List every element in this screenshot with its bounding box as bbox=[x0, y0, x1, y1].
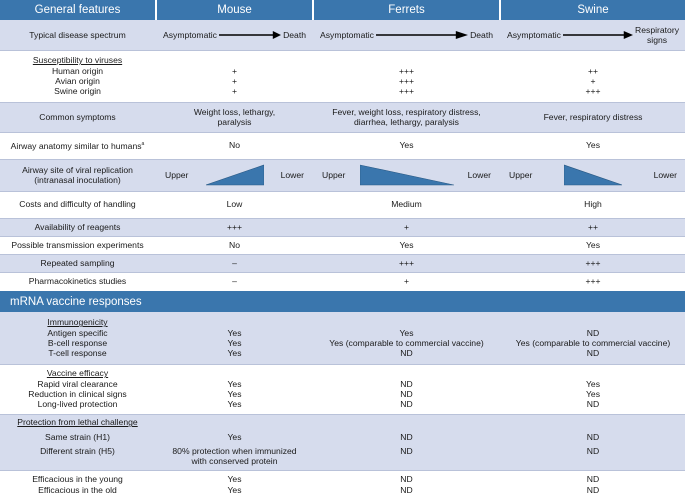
value: ND bbox=[400, 431, 413, 442]
label-lethal-challenge bbox=[0, 414, 155, 470]
label-reagents: Availability of reagents bbox=[34, 221, 121, 232]
age-ferrets bbox=[314, 470, 499, 499]
row-symptoms bbox=[0, 102, 685, 132]
value: +++ bbox=[585, 86, 601, 97]
reagents-swine: ++ bbox=[587, 221, 599, 232]
reagents-ferrets: + bbox=[403, 221, 410, 232]
value: ND bbox=[586, 431, 600, 442]
triangle-decreasing-icon bbox=[360, 164, 454, 186]
value: +++ bbox=[398, 86, 415, 97]
value: with conserved protein bbox=[191, 456, 278, 467]
label-swine-origin: Swine origin bbox=[54, 86, 101, 97]
airway-anatomy-mouse: No bbox=[229, 140, 240, 151]
row-vaccine-efficacy bbox=[0, 364, 685, 414]
spectrum-end: Death bbox=[283, 29, 306, 40]
label-human-origin: Human origin bbox=[51, 65, 104, 76]
upper-label: Upper bbox=[509, 169, 533, 180]
value: ND bbox=[400, 378, 413, 389]
value: Yes bbox=[227, 389, 242, 399]
row-immunogenicity bbox=[0, 312, 685, 364]
section-title: mRNA vaccine responses bbox=[10, 295, 142, 308]
airway-site-mouse bbox=[157, 159, 312, 191]
spectrum-start: Asymptomatic bbox=[320, 29, 374, 40]
lower-label: Lower bbox=[467, 169, 491, 180]
value: Yes (comparable to commercial vaccine) bbox=[329, 338, 484, 348]
costs-swine: High bbox=[584, 199, 602, 210]
label-young: Efficacious in the young bbox=[32, 474, 123, 485]
age-swine bbox=[501, 470, 685, 499]
value: +++ bbox=[398, 65, 415, 76]
efficacy-title: Vaccine efficacy bbox=[46, 368, 109, 379]
sampling-mouse: – bbox=[232, 257, 237, 268]
value: Yes bbox=[227, 378, 242, 389]
row-costs bbox=[0, 191, 685, 218]
value: Yes bbox=[227, 338, 242, 348]
row-susceptibility bbox=[0, 50, 685, 102]
row-disease-spectrum bbox=[0, 20, 685, 50]
arrow-right-icon bbox=[563, 30, 633, 40]
label-age-efficacy bbox=[0, 470, 155, 499]
value: Yes bbox=[227, 484, 242, 495]
triangle-increasing-icon bbox=[206, 164, 264, 186]
costs-mouse: Low bbox=[226, 199, 243, 210]
label-b-cell-response: B-cell response bbox=[47, 338, 108, 348]
value: ND bbox=[586, 327, 600, 338]
efficacy-ferrets bbox=[314, 364, 499, 414]
value: Yes bbox=[227, 327, 242, 338]
section-mrna-vaccine-responses bbox=[0, 291, 685, 312]
label-long-lived: Long-lived protection bbox=[37, 399, 118, 410]
value: ND bbox=[586, 474, 600, 485]
arrow-right-icon bbox=[219, 30, 281, 40]
spectrum-swine bbox=[501, 20, 685, 50]
spectrum-mouse bbox=[157, 20, 312, 50]
row-lethal-challenge bbox=[0, 414, 685, 470]
immunogenicity-swine bbox=[501, 312, 685, 364]
lower-label: Lower bbox=[280, 169, 304, 180]
label-reduction-signs: Reduction in clinical signs bbox=[28, 389, 127, 399]
immunogenicity-title: Immunogenicity bbox=[47, 317, 108, 328]
symptoms-ferrets bbox=[314, 102, 499, 132]
spectrum-start: Asymptomatic bbox=[507, 29, 561, 40]
value: Yes bbox=[227, 474, 242, 485]
transmission-mouse: No bbox=[229, 239, 240, 250]
immunogenicity-ferrets bbox=[314, 312, 499, 364]
label-disease-spectrum: Typical disease spectrum bbox=[29, 29, 126, 40]
lethal-title: Protection from lethal challenge bbox=[17, 417, 138, 428]
value: Yes bbox=[585, 389, 601, 399]
table-header bbox=[0, 0, 685, 20]
transmission-swine: Yes bbox=[585, 239, 601, 250]
pk-mouse: – bbox=[232, 275, 237, 286]
spectrum-end bbox=[635, 25, 679, 46]
label-different-strain: Different strain (H5) bbox=[40, 446, 115, 456]
sampling-ferrets: +++ bbox=[398, 257, 415, 268]
label-rapid-clearance: Rapid viral clearance bbox=[37, 378, 118, 389]
spectrum-end-line2: signs bbox=[646, 35, 668, 45]
lethal-ferrets bbox=[314, 414, 499, 470]
value: +++ bbox=[398, 76, 415, 86]
spectrum-end: Death bbox=[470, 29, 493, 40]
row-pharmacokinetics bbox=[0, 272, 685, 290]
age-mouse bbox=[157, 470, 312, 499]
label-immunogenicity bbox=[0, 312, 155, 364]
lethal-swine bbox=[501, 414, 685, 470]
value: ND bbox=[400, 446, 413, 456]
spectrum-end-line1: Respiratory bbox=[635, 24, 679, 35]
symptoms-line: paralysis bbox=[217, 117, 252, 127]
airway-anatomy-text: Airway anatomy similar to humans bbox=[10, 141, 142, 152]
value: ++ bbox=[587, 65, 599, 76]
label-airway-site bbox=[0, 159, 155, 191]
value: ND bbox=[400, 389, 413, 399]
row-age-efficacy bbox=[0, 470, 685, 499]
row-airway-site bbox=[0, 159, 685, 191]
header-mouse: Mouse bbox=[217, 3, 252, 16]
label-antigen-specific: Antigen specific bbox=[47, 327, 108, 338]
value: + bbox=[231, 76, 238, 86]
efficacy-swine bbox=[501, 364, 685, 414]
value: + bbox=[590, 76, 596, 86]
transmission-ferrets: Yes bbox=[399, 239, 414, 250]
symptoms-line: Weight loss, lethargy, bbox=[193, 106, 276, 117]
upper-label: Upper bbox=[165, 169, 189, 180]
label-t-cell-response: T-cell response bbox=[48, 348, 107, 359]
susceptibility-swine bbox=[501, 50, 685, 102]
airway-site-swine bbox=[501, 159, 685, 191]
label-symptoms: Common symptoms bbox=[39, 111, 116, 122]
header-ferrets: Ferrets bbox=[388, 3, 425, 16]
value: + bbox=[231, 86, 238, 97]
airway-anatomy-ferrets: Yes bbox=[399, 140, 414, 151]
label-sampling: Repeated sampling bbox=[40, 257, 115, 268]
value: ND bbox=[586, 484, 600, 495]
symptoms-line: diarrhea, lethargy, paralysis bbox=[354, 117, 459, 127]
susceptibility-mouse bbox=[157, 50, 312, 102]
costs-ferrets: Medium bbox=[391, 199, 422, 210]
immunogenicity-mouse bbox=[157, 312, 312, 364]
symptoms-mouse bbox=[157, 102, 312, 132]
spectrum-start: Asymptomatic bbox=[163, 29, 217, 40]
header-general-features: General features bbox=[34, 3, 121, 16]
value: ND bbox=[586, 399, 600, 410]
header-swine: Swine bbox=[577, 3, 609, 16]
label-pharmacokinetics: Pharmacokinetics studies bbox=[28, 275, 127, 286]
triangle-decreasing-icon bbox=[564, 164, 622, 186]
sampling-swine: +++ bbox=[585, 257, 601, 268]
value: ND bbox=[400, 348, 413, 359]
label-old: Efficacious in the old bbox=[38, 484, 117, 495]
lower-label: Lower bbox=[653, 169, 677, 180]
airway-site-ferrets bbox=[314, 159, 499, 191]
value: Yes bbox=[227, 431, 242, 442]
label-costs: Costs and difficulty of handling bbox=[19, 199, 136, 210]
value: Yes (comparable to commercial vaccine) bbox=[515, 338, 671, 348]
value: ND bbox=[586, 348, 600, 359]
arrow-right-icon bbox=[376, 30, 468, 40]
value: + bbox=[231, 65, 238, 76]
label-transmission: Possible transmission experiments bbox=[11, 239, 144, 250]
label-airway-anatomy bbox=[0, 132, 155, 159]
symptoms-swine: Fever, respiratory distress bbox=[543, 111, 643, 122]
label-susceptibility bbox=[0, 50, 155, 102]
row-reagents bbox=[0, 218, 685, 236]
value: Yes bbox=[227, 348, 242, 359]
susceptibility-ferrets bbox=[314, 50, 499, 102]
footnote-marker: a bbox=[141, 141, 145, 148]
value: ND bbox=[400, 484, 413, 495]
row-sampling bbox=[0, 254, 685, 272]
value: ND bbox=[586, 446, 600, 456]
reagents-mouse: +++ bbox=[226, 221, 243, 232]
row-transmission bbox=[0, 236, 685, 254]
upper-label: Upper bbox=[322, 169, 346, 180]
airway-site-line1: Airway site of viral replication bbox=[22, 164, 133, 175]
spectrum-ferrets bbox=[314, 20, 499, 50]
row-airway-anatomy bbox=[0, 132, 685, 159]
symptoms-line: Fever, weight loss, respiratory distress, bbox=[332, 106, 481, 117]
pk-ferrets: + bbox=[403, 275, 410, 286]
pk-swine: +++ bbox=[585, 275, 601, 286]
lethal-mouse bbox=[157, 414, 312, 470]
value: Yes bbox=[585, 378, 601, 389]
label-avian-origin: Avian origin bbox=[55, 76, 100, 86]
value: Yes bbox=[227, 399, 242, 410]
airway-anatomy-swine: Yes bbox=[585, 140, 601, 151]
label-vaccine-efficacy bbox=[0, 364, 155, 414]
susceptibility-title: Susceptibility to viruses bbox=[32, 55, 123, 66]
value: Yes bbox=[399, 327, 414, 338]
value: ND bbox=[400, 399, 413, 410]
value: 80% protection when immunized bbox=[172, 446, 297, 456]
value: ND bbox=[400, 474, 413, 485]
efficacy-mouse bbox=[157, 364, 312, 414]
airway-site-line2: (intranasal inoculation) bbox=[34, 175, 121, 185]
label-same-strain: Same strain (H1) bbox=[45, 431, 110, 442]
